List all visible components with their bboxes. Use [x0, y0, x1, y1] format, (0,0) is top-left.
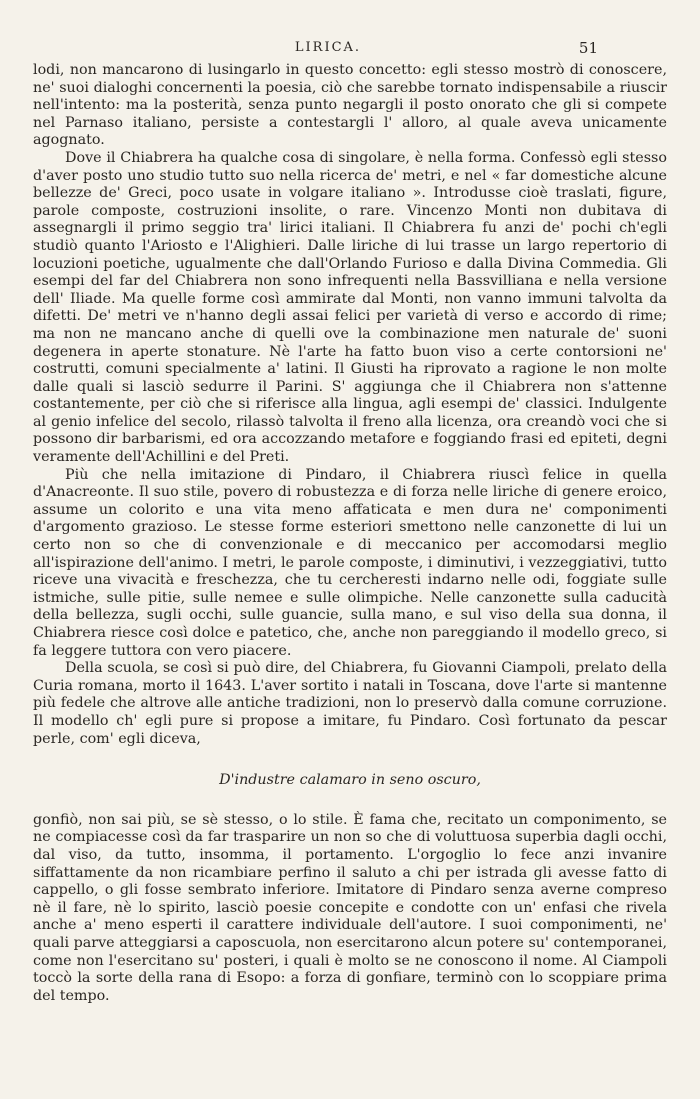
paragraph-1: lodi, non mancarono di lusingarlo in questo concetto: egli stesso mostrò di conoscere, ne' suoi dialoghi concernenti la poesia, ciò che sarebbe tornato indispensabile a riuscir nell'intento: ma la posterità, senza punto negargli il posto onorato che gli si compete nel Parnaso italiano, persiste a contestargli l' alloro, al quale aveva unicamente agognato. [33, 62, 667, 149]
paragraph-4: Della scuola, se così si può dire, del Chiabrera, fu Giovanni Ciampoli, prelato della Curia romana, morto il 1643. L'aver sortito i natali in Toscana, dove l'arte si mantenne più fedele che altrove alle antiche tradizioni, non lo preservò dalla comune corruzione. Il modello ch' egli pure si propose a imitare, fu Pindaro. Così fortunato da pescar perle, com' egli diceva, [33, 660, 667, 747]
paragraph-3: Più che nella imitazione di Pindaro, il Chiabrera riuscì felice in quella d'Anacreonte. Il suo stile, povero di robustezza e di forza nelle liriche di genere eroico, assume un colorito e una vita meno affaticata e men dura ne' componimenti d'argomento grazioso. Le stesse forme esteriori smettono nelle canzonette di lui un certo non so che di convenzionale e di meccanico per accomodarsi meglio all'ispirazione dell'animo. I metri, le parole composte, i diminutivi, i vezzeggiativi, tutto riceve una vivacità e freschezza, che tu cercheresti indarno nelle odi, foggiate sulle istmiche, sulle pitie, sulle nemee e sulle olimpiche. Nelle canzonette sulla caducità della bellezza, sugli occhi, sulle guancie, sulla mano, e sul viso della sua donna, il Chiabrera riesce così dolce e patetico, che, anche non pareggiando il modello greco, si fa leggere tuttora con vero piacere. [33, 466, 667, 659]
page-number: 51 [578, 39, 598, 57]
quoted-verse: D'industre calamaro in seno oscuro, [219, 772, 481, 789]
paragraph-5: gonfiò, non sai più, se sè stesso, o lo stile. È fama che, recitato un componimento, se ne compiacesse così da far trasparire un non so che di voluttuosa superbia dagli occhi, dal viso, da tutto, insomma, il portamento. L'orgoglio lo fece anzi invanire siffattamente da non ricambiare perfino il saluto a chi per istrada gli avesse fatto di cappello, o gli fosse sembrato inferiore. Imitatore di Pindaro senza averne compreso nè il fare, nè lo spirito, lasciò poesie concepite e condotte con un' enfasi che rivela anche a' meno esperti il carattere individuale dell'autore. I suoi componimenti, ne' quali parve atteggiarsi a caposcuola, non esercitarono alcun potere su' contemporanei, come non l'esercitano su' posteri, i quali è molto se ne conoscono il nome. Al Ciampoli toccò la sorte della rana di Esopo: a forza di gonfiare, terminò con lo scoppiare prima del tempo. [33, 811, 667, 1004]
body-text [33, 62, 667, 1005]
running-title: LIRICA. [294, 40, 362, 55]
paragraph-2: Dove il Chiabrera ha qualche cosa di singolare, è nella forma. Confessò egli stesso d'aver posto uno studio tutto suo nella ricerca de' metri, e nel « far domestiche alcune bellezze de' Greci, poco usate in volgare italiano ». Introdusse cioè traslati, figure, parole composte, costruzioni insolite, o rare. Vincenzo Monti non dubitava di assegnargli il primo seggio tra' lirici italiani. Il Chiabrera fu anzi de' pochi ch'egli studiò quanto l'Ariosto e l'Alighieri. Dalle liriche di lui trasse un largo repertorio di locuzioni poetiche, ugualmente che dall'Orlando Furioso e dalla Divina Commedia. Gli esempi del far del Chiabrera non sono infrequenti nella Bassvilliana e nella versione dell' Iliade. Ma quelle forme così ammirate dal Monti, non vanno immuni talvolta da difetti. De' metri ve n'hanno degli assai felici per varietà di verso e accordo di rime; ma non ne mancano anche di quelli ove la combinazione men naturale de' suoni degenera in aperte stonature. Nè l'arte ha fatto buon viso a certe contorsioni ne' costrutti, comuni specialmente a' latini. Il Giusti ha riprovato a ragione le non molte dalle quali si lasciò sedurre il Parini. S' aggiunga che il Chiabrera non s'attenne costantemente, per ciò che si riferisce alla lingua, agli esempi de' classici. Indulgente al genio infelice del secolo, rilassò talvolta il freno alla licenza, ora creandò voci che si possono dir barbarismi, ed ora accozzando metafore e foggiando frasi ed epiteti, degni veramente dell'Achillini e del Preti. [33, 149, 667, 466]
